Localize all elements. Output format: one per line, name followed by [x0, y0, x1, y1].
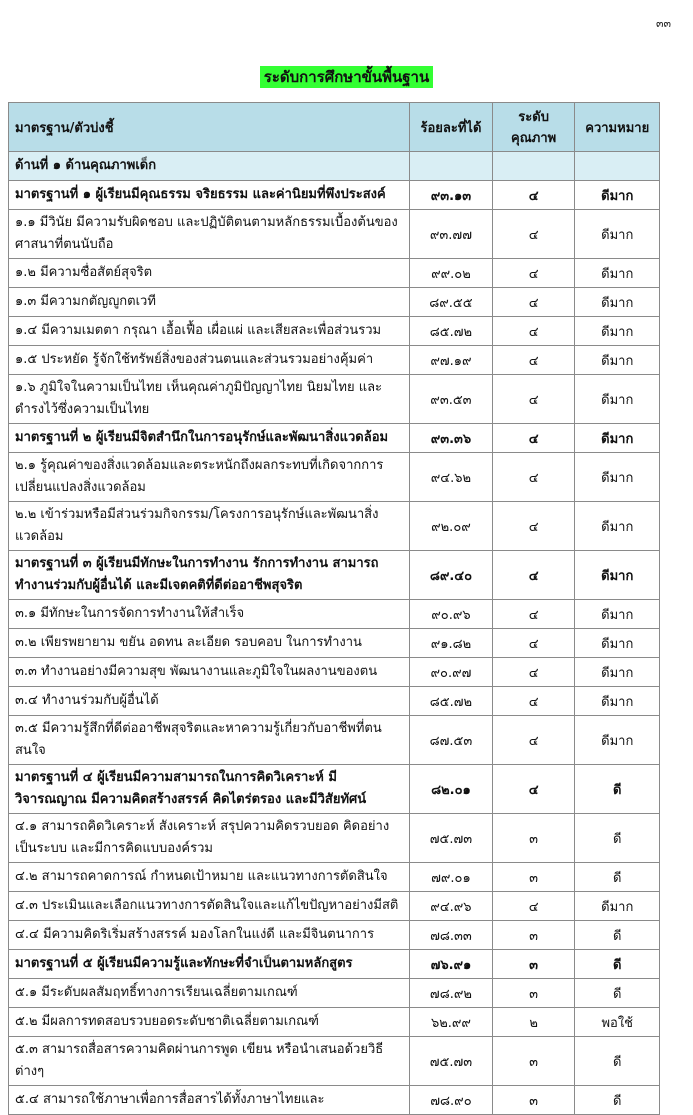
row-name-cell: มาตรฐานที่ ๒ ผู้เรียนมีจิตสำนึกในการอนุรักษ์และพัฒนาสิ่งแวดล้อม — [9, 424, 410, 453]
standard-row — [9, 765, 660, 814]
row-name-cell: ๕.๓ สามารถสื่อสารความคิดผ่านการพูด เขียน หรือนำเสนอด้วยวิธีต่างๆ — [9, 1037, 410, 1086]
table-row — [9, 863, 660, 892]
row-meaning-cell: ดีมาก — [575, 424, 660, 453]
row-percent-cell: ๙๔.๖๒ — [410, 453, 493, 502]
row-level-cell: ๔ — [492, 288, 575, 317]
row-level-cell: ๓ — [492, 979, 575, 1008]
row-meaning-cell: ดี — [575, 1037, 660, 1086]
table-row — [9, 687, 660, 716]
title-wrapper — [0, 66, 693, 88]
row-percent-cell: ๙๓.๗๗ — [410, 210, 493, 259]
row-level-cell: ๔ — [492, 346, 575, 375]
row-level-cell — [492, 152, 575, 181]
row-percent-cell: ๙๗.๑๙ — [410, 346, 493, 375]
table-row — [9, 453, 660, 502]
row-meaning-cell: ดีมาก — [575, 892, 660, 921]
row-name-cell: มาตรฐานที่ ๕ ผู้เรียนมีความรู้และทักษะที่จำเป็นตามหลักสูตร — [9, 950, 410, 979]
header-indicator: มาตรฐาน/ตัวบ่งชี้ — [9, 103, 410, 152]
standard-row — [9, 950, 660, 979]
table-row — [9, 346, 660, 375]
table-header-row — [9, 103, 660, 152]
header-meaning: ความหมาย — [575, 103, 660, 152]
row-meaning-cell: ดี — [575, 814, 660, 863]
row-name-cell: ๔.๑ สามารถคิดวิเคราะห์ สังเคราะห์ สรุปความคิดรวบยอด คิดอย่างเป็นระบบ และมีการคิดแบบองค์รวม — [9, 814, 410, 863]
row-name-cell: ๑.๒ มีความซื่อสัตย์สุจริต — [9, 259, 410, 288]
row-percent-cell: ๗๘.๓๓ — [410, 921, 493, 950]
row-meaning-cell: ดีมาก — [575, 346, 660, 375]
row-level-cell: ๔ — [492, 259, 575, 288]
row-meaning-cell: ดีมาก — [575, 629, 660, 658]
row-percent-cell: ๙๑.๘๒ — [410, 629, 493, 658]
row-meaning-cell: ดีมาก — [575, 687, 660, 716]
table-row — [9, 1008, 660, 1037]
row-name-cell: ๓.๕ มีความรู้สึกที่ดีต่ออาชีพสุจริตและหาความรู้เกี่ยวกับอาชีพที่ตนสนใจ — [9, 716, 410, 765]
row-percent-cell: ๗๖.๙๑ — [410, 950, 493, 979]
row-name-cell: ๕.๔ สามารถใช้ภาษาเพื่อการสื่อสารได้ทั้งภาษาไทยและ — [9, 1086, 410, 1115]
row-name-cell: ๑.๖ ภูมิใจในความเป็นไทย เห็นคุณค่าภูมิปัญญาไทย นิยมไทย และดำรงไว้ซึ่งความเป็นไทย — [9, 375, 410, 424]
row-percent-cell: ๙๓.๕๓ — [410, 375, 493, 424]
row-meaning-cell: ดีมาก — [575, 716, 660, 765]
table-row — [9, 658, 660, 687]
row-percent-cell: ๙๐.๙๖ — [410, 600, 493, 629]
header-level: ระดับ คุณภาพ — [492, 103, 575, 152]
row-name-cell: ๒.๑ รู้คุณค่าของสิ่งแวดล้อมและตระหนักถึงผลกระทบที่เกิดจากการเปลี่ยนแปลงสิ่งแวดล้อม — [9, 453, 410, 502]
row-meaning-cell: ดีมาก — [575, 600, 660, 629]
row-meaning-cell: พอใช้ — [575, 1008, 660, 1037]
row-level-cell: ๓ — [492, 950, 575, 979]
row-meaning-cell: ดีมาก — [575, 210, 660, 259]
row-percent-cell: ๙๓.๓๖ — [410, 424, 493, 453]
row-percent-cell: ๘๙.๕๕ — [410, 288, 493, 317]
row-meaning-cell: ดี — [575, 1086, 660, 1115]
table-row — [9, 375, 660, 424]
table-row — [9, 716, 660, 765]
table-row — [9, 317, 660, 346]
row-name-cell: ๕.๒ มีผลการทดสอบรวบยอดระดับชาติเฉลี่ยตามเกณฑ์ — [9, 1008, 410, 1037]
page-title: ระดับการศึกษาขั้นพื้นฐาน — [260, 66, 433, 88]
row-level-cell: ๔ — [492, 210, 575, 259]
row-level-cell: ๔ — [492, 453, 575, 502]
row-percent-cell: ๗๘.๙๐ — [410, 1086, 493, 1115]
table-row — [9, 629, 660, 658]
row-level-cell: ๔ — [492, 181, 575, 210]
row-percent-cell: ๘๗.๕๓ — [410, 716, 493, 765]
row-level-cell: ๓ — [492, 863, 575, 892]
row-meaning-cell: ดีมาก — [575, 317, 660, 346]
row-percent-cell: ๗๘.๙๒ — [410, 979, 493, 1008]
table-row — [9, 921, 660, 950]
row-name-cell: ๓.๑ มีทักษะในการจัดการทำงานให้สำเร็จ — [9, 600, 410, 629]
row-name-cell: ๑.๔ มีความเมตตา กรุณา เอื้อเฟื้อ เผื่อแผ่ และเสียสละเพื่อส่วนรวม — [9, 317, 410, 346]
row-meaning-cell: ดี — [575, 863, 660, 892]
row-name-cell: มาตรฐานที่ ๔ ผู้เรียนมีความสามารถในการคิดวิเคราะห์ มีวิจารณญาณ มีความคิดสร้างสรรค์ คิดไตร่ตรอง และมีวิสัยทัศน์ — [9, 765, 410, 814]
row-level-cell: ๓ — [492, 921, 575, 950]
row-name-cell: มาตรฐานที่ ๑ ผู้เรียนมีคุณธรรม จริยธรรม และค่านิยมที่พึงประสงค์ — [9, 181, 410, 210]
row-level-cell: ๔ — [492, 502, 575, 551]
row-meaning-cell: ดี — [575, 921, 660, 950]
row-percent-cell — [410, 152, 493, 181]
table-row — [9, 814, 660, 863]
row-level-cell: ๔ — [492, 765, 575, 814]
row-meaning-cell: ดีมาก — [575, 375, 660, 424]
table-row — [9, 979, 660, 1008]
row-name-cell: ๓.๔ ทำงานร่วมกับผู้อื่นได้ — [9, 687, 410, 716]
row-meaning-cell: ดีมาก — [575, 181, 660, 210]
standard-row — [9, 181, 660, 210]
table-row — [9, 288, 660, 317]
table-row — [9, 1037, 660, 1086]
table-row — [9, 600, 660, 629]
header-percent: ร้อยละที่ได้ — [410, 103, 493, 152]
row-name-cell: มาตรฐานที่ ๓ ผู้เรียนมีทักษะในการทำงาน รักการทำงาน สามารถทำงานร่วมกับผู้อื่นได้ และมีเจตคติที่ดีต่ออาชีพสุจริต — [9, 551, 410, 600]
table-row — [9, 892, 660, 921]
row-level-cell: ๓ — [492, 814, 575, 863]
row-percent-cell: ๗๙.๐๑ — [410, 863, 493, 892]
row-meaning-cell: ดี — [575, 765, 660, 814]
row-percent-cell: ๘๕.๗๒ — [410, 317, 493, 346]
table-row — [9, 502, 660, 551]
row-level-cell: ๔ — [492, 892, 575, 921]
standards-table — [8, 102, 660, 1115]
row-meaning-cell: ดีมาก — [575, 288, 660, 317]
row-meaning-cell: ดี — [575, 950, 660, 979]
page-number: ๓๓ — [655, 17, 671, 30]
row-percent-cell: ๙๙.๐๒ — [410, 259, 493, 288]
row-name-cell: ๓.๒ เพียรพยายาม ขยัน อดทน ละเอียด รอบคอบ ในการทำงาน — [9, 629, 410, 658]
row-meaning-cell: ดี — [575, 979, 660, 1008]
row-name-cell: ๔.๓ ประเมินและเลือกแนวทางการตัดสินใจและแก้ไขปัญหาอย่างมีสติ — [9, 892, 410, 921]
row-level-cell: ๔ — [492, 629, 575, 658]
table-row — [9, 1086, 660, 1115]
row-percent-cell: ๘๙.๔๐ — [410, 551, 493, 600]
row-meaning-cell: ดีมาก — [575, 658, 660, 687]
row-name-cell: ๔.๒ สามารถคาดการณ์ กำหนดเป้าหมาย และแนวทางการตัดสินใจ — [9, 863, 410, 892]
row-percent-cell: ๙๒.๐๙ — [410, 502, 493, 551]
row-name-cell: ๑.๑ มีวินัย มีความรับผิดชอบ และปฏิบัติตนตามหลักธรรมเบื้องต้นของศาสนาที่ตนนับถือ — [9, 210, 410, 259]
row-level-cell: ๔ — [492, 687, 575, 716]
row-percent-cell: ๗๕.๗๓ — [410, 814, 493, 863]
row-meaning-cell: ดีมาก — [575, 259, 660, 288]
row-level-cell: ๒ — [492, 1008, 575, 1037]
row-name-cell: ๒.๒ เข้าร่วมหรือมีส่วนร่วมกิจกรรม/โครงการอนุรักษ์และพัฒนาสิ่งแวดล้อม — [9, 502, 410, 551]
row-level-cell: ๔ — [492, 551, 575, 600]
row-percent-cell: ๙๐.๙๗ — [410, 658, 493, 687]
row-level-cell: ๓ — [492, 1086, 575, 1115]
row-meaning-cell: ดีมาก — [575, 551, 660, 600]
row-name-cell: ๔.๔ มีความคิดริเริ่มสร้างสรรค์ มองโลกในแง่ดี และมีจินตนาการ — [9, 921, 410, 950]
standard-row — [9, 424, 660, 453]
section-row — [9, 152, 660, 181]
row-level-cell: ๔ — [492, 317, 575, 346]
row-meaning-cell: ดีมาก — [575, 502, 660, 551]
row-name-cell: ๑.๕ ประหยัด รู้จักใช้ทรัพย์สิ่งของส่วนตนและส่วนรวมอย่างคุ้มค่า — [9, 346, 410, 375]
row-level-cell: ๔ — [492, 424, 575, 453]
row-percent-cell: ๘๒.๐๑ — [410, 765, 493, 814]
standard-row — [9, 551, 660, 600]
row-percent-cell: ๖๒.๙๙ — [410, 1008, 493, 1037]
table-row — [9, 210, 660, 259]
row-level-cell: ๔ — [492, 375, 575, 424]
row-level-cell: ๓ — [492, 1037, 575, 1086]
row-level-cell: ๔ — [492, 600, 575, 629]
row-name-cell: ๓.๓ ทำงานอย่างมีความสุข พัฒนางานและภูมิใจในผลงานของตน — [9, 658, 410, 687]
row-percent-cell: ๙๓.๑๓ — [410, 181, 493, 210]
row-meaning-cell: ดีมาก — [575, 453, 660, 502]
table-body — [9, 152, 660, 1115]
row-level-cell: ๔ — [492, 716, 575, 765]
table-row — [9, 259, 660, 288]
row-name-cell: ๑.๓ มีความกตัญญูกตเวที — [9, 288, 410, 317]
row-percent-cell: ๙๔.๙๖ — [410, 892, 493, 921]
row-meaning-cell — [575, 152, 660, 181]
row-name-cell: ด้านที่ ๑ ด้านคุณภาพเด็ก — [9, 152, 410, 181]
row-name-cell: ๕.๑ มีระดับผลสัมฤทธิ์ทางการเรียนเฉลี่ยตามเกณฑ์ — [9, 979, 410, 1008]
row-percent-cell: ๘๕.๗๒ — [410, 687, 493, 716]
row-level-cell: ๔ — [492, 658, 575, 687]
row-percent-cell: ๗๕.๗๓ — [410, 1037, 493, 1086]
